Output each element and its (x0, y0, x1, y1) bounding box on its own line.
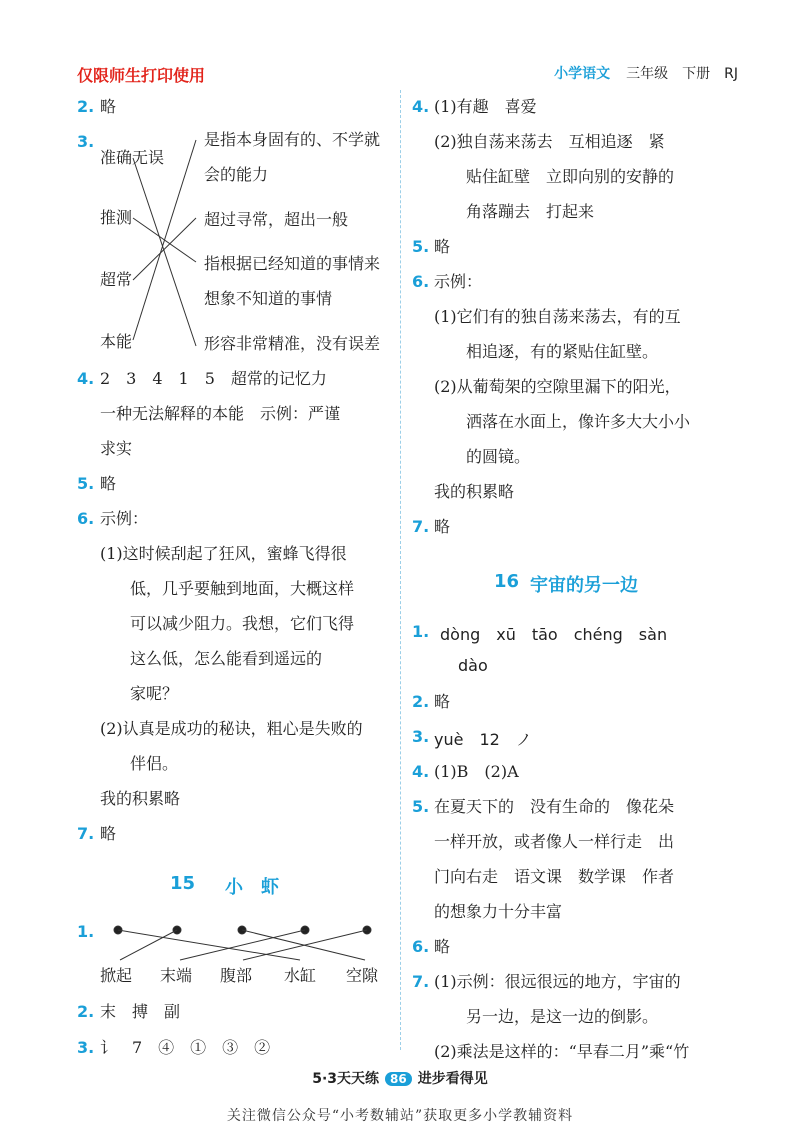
r-q7-answer: 略 (434, 517, 451, 536)
s16-q4-number: 4. (412, 762, 430, 781)
definition-1b: 会的能力 (204, 165, 269, 184)
q6-number: 6. (77, 509, 95, 528)
footer-brand: 5·3天天练 (312, 1071, 380, 1087)
match-line (180, 930, 305, 960)
s16-q2-number: 2. (412, 692, 430, 711)
definition-1a: 是指本身固有的、不学就 (204, 130, 381, 149)
q6-label: 示例： (100, 509, 149, 528)
q6-b-line-1: (2)认真是成功的秘诀，粗心是失败的 (100, 719, 363, 738)
r-q4-line-1: (1)有趣 喜爱 (434, 97, 537, 116)
r-q4-number: 4. (412, 97, 430, 116)
match-line (118, 930, 300, 960)
s15-q3-number: 3. (77, 1038, 95, 1057)
word-1: 准确无误 (100, 148, 165, 167)
r-q4-line-3: 贴住缸壁 立即向别的安静的 (466, 167, 675, 186)
definition-3a: 指根据已经知道的事情来 (204, 254, 381, 273)
q6-a-line-2: 低，几乎要触到地面，大概这样 (130, 579, 355, 598)
s16-q5-line-3: 门向右走 语文课 数学课 作者 (434, 867, 675, 886)
s16-q5-line-4: 的想象力十分丰富 (434, 902, 563, 921)
footer (0, 1068, 800, 1088)
q6-a-line-4: 这么低，怎么能看到遥远的 (130, 649, 323, 668)
q6-b-line-2: 伴侣。 (130, 754, 179, 773)
r-q6-b-line-3: 的圆镜。 (466, 447, 531, 466)
s16-q5-number: 5. (412, 797, 430, 816)
q5-answer: 略 (100, 474, 117, 493)
word-3: 超常 (100, 270, 133, 289)
r-q6-a-line-2: 相追逐，有的紧贴住缸壁。 (466, 342, 659, 361)
q4-line-2: 一种无法解释的本能 示例：严谨 (100, 404, 341, 423)
s16-q6-number: 6. (412, 937, 430, 956)
word-2: 推测 (100, 208, 133, 227)
section-16-number: 16 (494, 571, 520, 592)
definition-4: 形容非常精准，没有误差 (204, 334, 381, 353)
s16-q3-answer: yuè 12 ノ (434, 730, 532, 749)
term-label: 下册 (682, 66, 711, 82)
match-line (133, 218, 196, 280)
q2-answer: 略 (100, 97, 117, 116)
r-q6-a-line-1: (1)它们有的独自荡来荡去，有的互 (434, 307, 681, 326)
s16-q7-b-line-1: (2)乘法是这样的：“早春二月”乘“竹 (434, 1042, 690, 1061)
q5-number: 5. (77, 474, 95, 493)
s16-q5-line-2: 一样开放，或者像人一样行走 出 (434, 832, 675, 851)
r-q6-accumulation: 我的积累略 (434, 482, 515, 501)
s16-q7-number: 7. (412, 972, 430, 991)
s16-q1-number: 1. (412, 622, 430, 641)
r-q7-number: 7. (412, 517, 430, 536)
q6-accumulation: 我的积累略 (100, 789, 181, 808)
q3-number: 3. (77, 132, 95, 151)
q7-number: 7. (77, 824, 95, 843)
r-q6-b-line-2: 洒落在水面上，像许多大大小小 (466, 412, 691, 431)
match-line (133, 140, 196, 340)
section-16-title: 宇宙的另一边 (530, 575, 638, 596)
s16-q3-number: 3. (412, 727, 430, 746)
footer-slogan: 进步看得见 (417, 1071, 488, 1087)
s15-q2-answer: 末 搏 副 (100, 1002, 181, 1021)
q6-a-line-1: (1)这时候刮起了狂风，蜜蜂飞得很 (100, 544, 347, 563)
r-q6-label: 示例： (434, 272, 483, 291)
grade-label: 三年级 (626, 66, 669, 82)
s16-q7-a-line-2: 另一边，是这一边的倒影。 (466, 1007, 659, 1026)
q4-line-3: 求实 (100, 439, 133, 458)
match-line (120, 930, 177, 960)
s15-q1-number: 1. (77, 922, 95, 941)
r-q6-number: 6. (412, 272, 430, 291)
s15-word-3: 腹部 (220, 966, 253, 985)
q6-a-line-5: 家呢？ (130, 684, 179, 703)
s16-q7-a-line-1: (1)示例：很远很远的地方，宇宙的 (434, 972, 681, 991)
q6-a-line-3: 可以减少阻力。我想，它们飞得 (130, 614, 355, 633)
s15-word-4: 水缸 (284, 966, 317, 985)
s16-q2-answer: 略 (434, 692, 451, 711)
watermark-text: 关注微信公众号“小考数辅站”获取更多小学教辅资料 (226, 1108, 574, 1124)
page-number: 86 (385, 1072, 412, 1086)
q7-answer: 略 (100, 824, 117, 843)
r-q4-line-4: 角落蹦去 打起来 (466, 202, 595, 221)
section-15-title: 小 虾 (225, 877, 279, 898)
edition-label: RJ (724, 66, 738, 82)
r-q4-line-2: (2)独自荡来荡去 互相追逐 紧 (434, 132, 665, 151)
definition-2: 超过寻常，超出一般 (204, 210, 349, 229)
s16-q4-answer: (1)B (2)A (434, 762, 519, 781)
q4-number: 4. (77, 369, 95, 388)
r-q5-answer: 略 (434, 237, 451, 256)
definition-3b: 想象不知道的事情 (204, 289, 333, 308)
section-15-number: 15 (170, 873, 196, 894)
match-line (133, 158, 196, 346)
s15-q2-number: 2. (77, 1002, 95, 1021)
r-q6-b-line-1: (2)从葡萄架的空隙里漏下的阳光， (434, 377, 681, 396)
s15-word-2: 末端 (160, 966, 193, 985)
s15-word-5: 空隙 (346, 966, 379, 985)
q2-number: 2. (77, 97, 95, 116)
word-4: 本能 (100, 332, 133, 351)
r-q5-number: 5. (412, 237, 430, 256)
subject-label: 小学语文 (554, 66, 611, 82)
s15-word-1: 掀起 (100, 966, 133, 985)
s16-q6-answer: 略 (434, 937, 451, 956)
q4-line-1: 2 3 4 1 5 超常的记忆力 (100, 369, 327, 388)
s15-q3-answer: 讠 7 ④ ① ③ ② (100, 1038, 271, 1057)
s16-q5-line-1: 在夏天下的 没有生命的 像花朵 (434, 797, 675, 816)
s16-q1-line-1: dòng xū tāo chéng sàn (440, 625, 668, 644)
s16-q1-line-2: dào (458, 656, 488, 675)
print-notice: 仅限师生打印使用 (77, 66, 206, 85)
